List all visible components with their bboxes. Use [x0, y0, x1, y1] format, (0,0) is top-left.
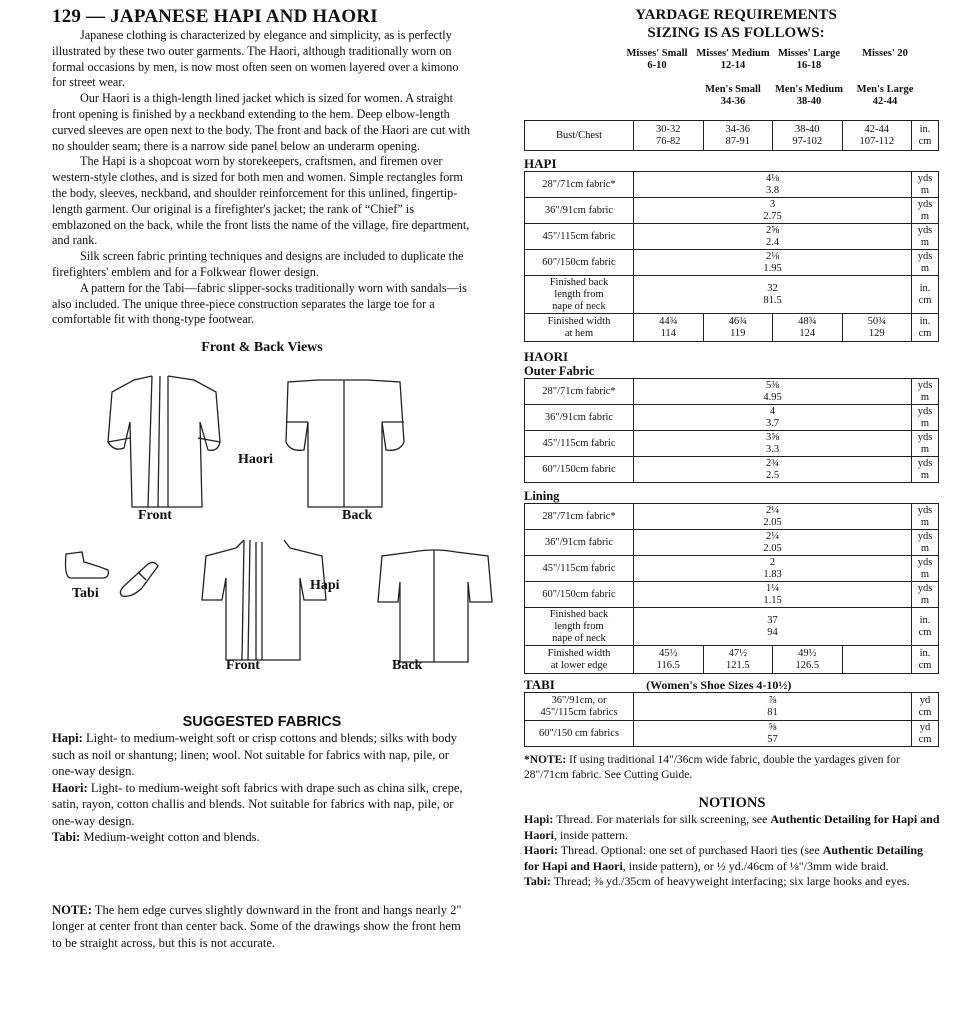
table-cell: 34-36 87-91	[703, 121, 773, 151]
hapi-front-label: Front	[226, 658, 260, 674]
fabric-item-label: Tabi:	[52, 830, 81, 845]
table-cell: 2 1.83	[634, 556, 912, 582]
fabric-item-label: Haori:	[52, 780, 88, 795]
table-row	[525, 646, 939, 674]
table-cell: 4 3.7	[634, 405, 912, 431]
intro-text	[52, 28, 472, 328]
table-cell: 3⅝ 3.3	[634, 431, 912, 457]
table-row	[525, 693, 939, 721]
table-cell: ⅝ 57	[634, 721, 912, 747]
unit-cell: yds m	[912, 172, 939, 198]
garment-illustrations	[52, 356, 472, 708]
footnote-label: *NOTE:	[524, 754, 567, 766]
row-label: Finished back length from nape of neck	[525, 608, 634, 646]
table-cell: 42-44 107-112	[842, 121, 912, 151]
row-label: 45"/115cm fabric	[525, 224, 634, 250]
table-row	[525, 405, 939, 431]
row-label: Finished back length from nape of neck	[525, 276, 634, 314]
tabi-section-heading	[524, 678, 940, 692]
footnote-text: If using traditional 14"/36cm wide fabric, double the yardages given for 28"/71cm fabric. See Cutting Guide.	[524, 754, 900, 781]
unit-cell: yds m	[912, 405, 939, 431]
hapi-front-drawing	[200, 538, 330, 666]
unit-cell: in. cm	[912, 314, 939, 342]
table-cell: 1¼ 1.15	[634, 582, 912, 608]
yardage-footnote	[524, 753, 940, 783]
note-label: NOTE:	[52, 902, 92, 917]
lining-heading: Lining	[524, 489, 560, 503]
fabric-item	[52, 780, 472, 830]
table-cell: 2¼ 2.05	[634, 530, 912, 556]
fabric-item-label: Hapi:	[52, 731, 83, 746]
unit-cell: yds m	[912, 582, 939, 608]
table-cell: 37 94	[634, 608, 912, 646]
size-header-men: Men's Small 34-36	[705, 84, 761, 107]
hapi-back-label: Back	[392, 658, 423, 674]
row-label: Bust/Chest	[525, 121, 634, 151]
row-label: Finished width at hem	[525, 314, 634, 342]
table-row	[525, 379, 939, 405]
size-header: Misses' Medium 12-14	[696, 48, 770, 71]
table-cell: 2¾ 2.5	[634, 457, 912, 483]
intro-paragraph: A pattern for the Tabi—fabric slipper-socks traditionally worn with sandals—is also included. The unique three-piece construction separates the large toe for a comfortable fit with thong-type footwear.	[52, 280, 467, 327]
hapi-table	[524, 171, 939, 342]
unit-cell: yds m	[912, 530, 939, 556]
row-label: 45"/115cm fabric	[525, 556, 634, 582]
outer-fabric-heading: Outer Fabric	[524, 364, 595, 378]
unit-cell: yds m	[912, 224, 939, 250]
tabi-heading: TABI	[524, 677, 555, 692]
table-cell: 2⅝ 2.4	[634, 224, 912, 250]
page-title: 129 — JAPANESE HAPI AND HAORI	[52, 6, 378, 27]
unit-cell: in. cm	[912, 608, 939, 646]
fabric-item	[52, 730, 472, 780]
table-cell: ⅞ 81	[634, 693, 912, 721]
hapi-label: Hapi	[310, 578, 340, 594]
size-header-men: Men's Large 42-44	[856, 84, 914, 107]
table-cell: 32 81.5	[634, 276, 912, 314]
note-text: The hem edge curves slightly downward in the front and hangs nearly 2" longer at center front than center back. Some of the drawings show the front hem to be straight across, but this is not accurate.	[52, 902, 462, 950]
row-label: 28"/71cm fabric*	[525, 172, 634, 198]
table-row	[525, 431, 939, 457]
table-row	[525, 198, 939, 224]
left-column	[52, 6, 472, 951]
table-cell: 2⅛ 1.95	[634, 250, 912, 276]
table-row	[525, 172, 939, 198]
hem-note	[52, 902, 472, 952]
table-cell: 47½ 121.5	[703, 646, 773, 674]
right-column	[524, 6, 940, 890]
yardage-title: YARDAGE REQUIREMENTS	[635, 7, 837, 23]
yardage-heading	[532, 6, 940, 42]
haori-front-label: Front	[138, 508, 172, 524]
hapi-section-heading: HAPI	[524, 156, 557, 171]
tabi-subheading: (Women's Shoe Sizes 4-10½)	[646, 678, 792, 692]
haori-outer-table	[524, 378, 939, 483]
table-cell: 44¾ 114	[634, 314, 704, 342]
table-cell: 2¼ 2.05	[634, 504, 912, 530]
row-label: 28"/71cm fabric*	[525, 379, 634, 405]
notions-heading: NOTIONS	[698, 795, 766, 811]
row-label: 45"/115cm fabric	[525, 431, 634, 457]
table-row	[525, 250, 939, 276]
table-row	[525, 224, 939, 250]
row-label: 60"/150cm fabric	[525, 457, 634, 483]
row-label: 60"/150cm fabric	[525, 582, 634, 608]
bust-table	[524, 120, 939, 151]
size-headers	[524, 48, 940, 112]
table-cell: 3 2.75	[634, 198, 912, 224]
table-cell: 50¾ 129	[842, 314, 912, 342]
size-header: Misses' Large 16-18	[777, 48, 841, 71]
table-row	[525, 121, 939, 151]
unit-cell: yds m	[912, 504, 939, 530]
fabric-item-text: Medium-weight cotton and blends.	[80, 830, 260, 845]
intro-paragraph: Japanese clothing is characterized by elegance and simplicity, as is perfectly illustrated by these two outer garments. The Haori, although traditionally worn on formal occasions by men, is now most often seen on women layered over a kimono for street wear.	[52, 28, 459, 90]
row-label: Finished width at lower edge	[525, 646, 634, 674]
row-label: 28"/71cm fabric*	[525, 504, 634, 530]
table-row	[525, 556, 939, 582]
notions-list	[524, 812, 940, 890]
haori-back-label: Back	[342, 508, 373, 524]
haori-label: Haori	[238, 452, 273, 468]
unit-cell: yds m	[912, 431, 939, 457]
table-row	[525, 608, 939, 646]
row-label: 36"/91cm fabric	[525, 405, 634, 431]
views-heading: Front & Back Views	[201, 340, 323, 356]
unit-cell: yds m	[912, 198, 939, 224]
unit-cell: yds m	[912, 379, 939, 405]
size-header: Misses' Small 6-10	[626, 48, 688, 71]
fabric-item-text: Light- to medium-weight soft fabrics with drape such as china silk, crepe, satin, rayon, cotton challis and blends. Not suitable for fabrics with nap, pile, or one-way design.	[52, 780, 463, 828]
haori-section-heading: HAORI	[524, 349, 569, 364]
table-row	[525, 721, 939, 747]
fabrics-heading: SUGGESTED FABRICS	[182, 714, 342, 731]
tabi-label: Tabi	[72, 586, 99, 602]
unit-cell: yd cm	[912, 721, 939, 747]
haori-back-drawing	[278, 372, 408, 512]
table-cell: 4⅛ 3.8	[634, 172, 912, 198]
fabrics-list	[52, 730, 472, 846]
table-cell: 5⅜ 4.95	[634, 379, 912, 405]
table-row	[525, 314, 939, 342]
table-row	[525, 504, 939, 530]
size-header-men: Men's Medium 38-40	[775, 84, 843, 107]
table-cell: 30-32 76-82	[634, 121, 704, 151]
haori-lining-table	[524, 503, 939, 674]
table-cell: 49½ 126.5	[773, 646, 843, 674]
table-row	[525, 276, 939, 314]
unit-cell: in. cm	[912, 646, 939, 674]
unit-cell: yds m	[912, 556, 939, 582]
fabric-item-text: Light- to medium-weight soft or crisp cottons and blends; silks with body such as noil or shantung; linen; wool. Not suitable for fabrics with nap, pile, or one-way design.	[52, 731, 458, 779]
haori-front-drawing	[104, 372, 222, 512]
hapi-back-drawing	[368, 546, 498, 666]
tabi-table	[524, 692, 939, 747]
intro-paragraph: Silk screen fabric printing techniques and designs are included to duplicate the firefighters' emblem and for a Folkwear flower design.	[52, 249, 464, 279]
table-cell: 48¾ 124	[773, 314, 843, 342]
notion-item: Hapi: Thread. For materials for silk screening, see Authentic Detailing for Hapi and Haori, inside pattern.	[524, 812, 940, 842]
table-row	[525, 530, 939, 556]
row-label: 36"/91cm, or 45"/115cm fabrics	[525, 693, 634, 721]
unit-cell: yd cm	[912, 693, 939, 721]
table-cell: 45½ 116.5	[634, 646, 704, 674]
sizing-title: SIZING IS AS FOLLOWS:	[647, 25, 825, 41]
notion-item: Haori: Thread. Optional: one set of purchased Haori ties (see Authentic Detailing for Hapi and Haori, inside pattern), or ½ yd./46cm of ⅛"/3mm wide braid.	[524, 843, 924, 873]
unit-cell: yds m	[912, 250, 939, 276]
intro-paragraph: Our Haori is a thigh-length lined jacket which is sized for women. A straight front opening is finished by a neckband extending to the hem. Deep elbow-length curved sleeves are open next to the body. The front and back of the Haori are cut with no shoulder seam; there is a narrow side panel below an underarm opening.	[52, 91, 470, 153]
table-cell: 38-40 97-102	[773, 121, 843, 151]
table-row	[525, 582, 939, 608]
notion-item: Tabi: Thread; ⅜ yd./35cm of heavyweight interfacing; six large hooks and eyes.	[524, 874, 910, 888]
unit-cell: in. cm	[912, 276, 939, 314]
table-cell: 46¾ 119	[703, 314, 773, 342]
table-row	[525, 457, 939, 483]
table-cell	[842, 646, 912, 674]
unit-cell: yds m	[912, 457, 939, 483]
row-label: 60"/150cm fabric	[525, 250, 634, 276]
unit-cell: in. cm	[912, 121, 939, 151]
row-label: 36"/91cm fabric	[525, 198, 634, 224]
row-label: 36"/91cm fabric	[525, 530, 634, 556]
fabric-item	[52, 829, 472, 846]
size-header: Misses' 20	[862, 48, 908, 59]
row-label: 60"/150 cm fabrics	[525, 721, 634, 747]
intro-paragraph: The Hapi is a shopcoat worn by storekeepers, craftsmen, and firemen over western-style clothes, and is sized for both men and women. Simple rectangles form the body, sleeves, neckband, and shoulder reinforcement for this unlined, fingertip-length garment. Our original is a firefighter's jacket; the rank of “Chief” is emblazoned on the back, while the front lists the name of the village, fire department, and rank.	[52, 154, 470, 248]
